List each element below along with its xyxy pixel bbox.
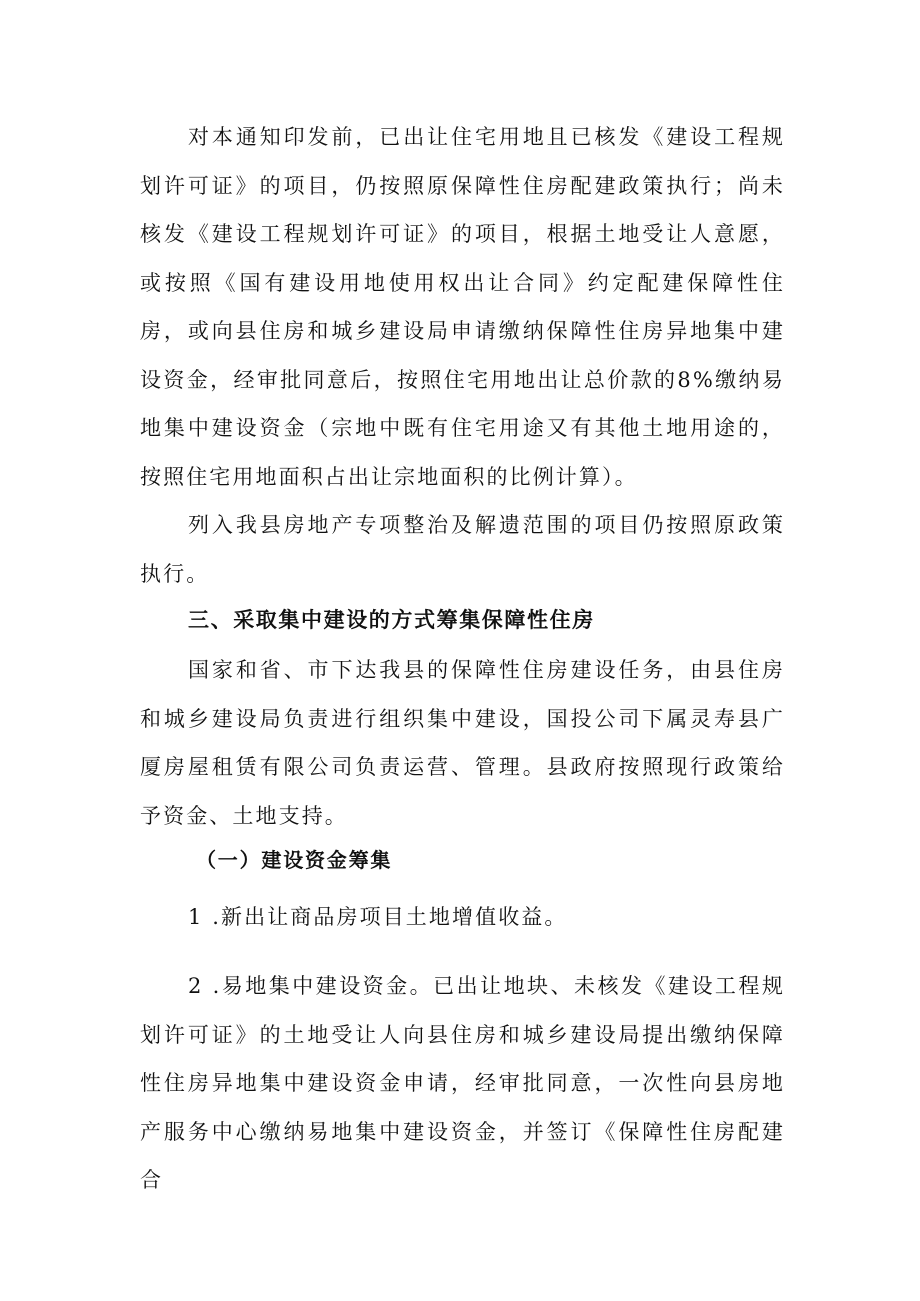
paragraph-construction-tasks: 国家和省、市下达我县的保障性住房建设任务，由县住房和城乡建设局负责进行组织集中建设，国投公司下属灵寿县广厦房屋租赁有限公司负责运营、管理。县政府按照现行政策给予资金、土地支持。 [140, 658, 785, 828]
paragraph-relocation-funds: 2 .易地集中建设资金。已出让地块、未核发《建设工程规划许可证》的土地受让人向县住房和城乡建设局提出缴纳保障性住房异地集中建设资金申请，经审批同意，一次性向县房地产服务中心缴纳易地集中建设资金，并签订《保障性住房配建合 [140, 974, 785, 1192]
paragraph-special-rectification: 列入我县房地产专项整治及解遗范围的项目仍按照原政策执行。 [140, 513, 785, 586]
section-heading-centralized-construction: 三、采取集中建设的方式筹集保障性住房 [188, 608, 595, 632]
list-item-land-value-gains: 1 .新出让商品房项目土地增值收益。 [188, 905, 568, 929]
paragraph-existing-projects: 对本通知印发前，已出让住宅用地且已核发《建设工程规划许可证》的项目，仍按照原保障性住房配建政策执行；尚未核发《建设工程规划许可证》的项目，根据土地受让人意愿，或按照《国有建设用地使用权出让合同》约定配建保障性住房，或向县住房和城乡建设局申请缴纳保障性住房异地集中建设资金，经审批同意后，按照住宅用地出让总价款的8%缴纳易地集中建设资金（宗地中既有住宅用途又有其他土地用途的，按照住宅用地面积占出让宗地面积的比例计算）。 [140, 125, 785, 489]
subsection-heading-funding: （一）建设资金筹集 [196, 848, 393, 872]
